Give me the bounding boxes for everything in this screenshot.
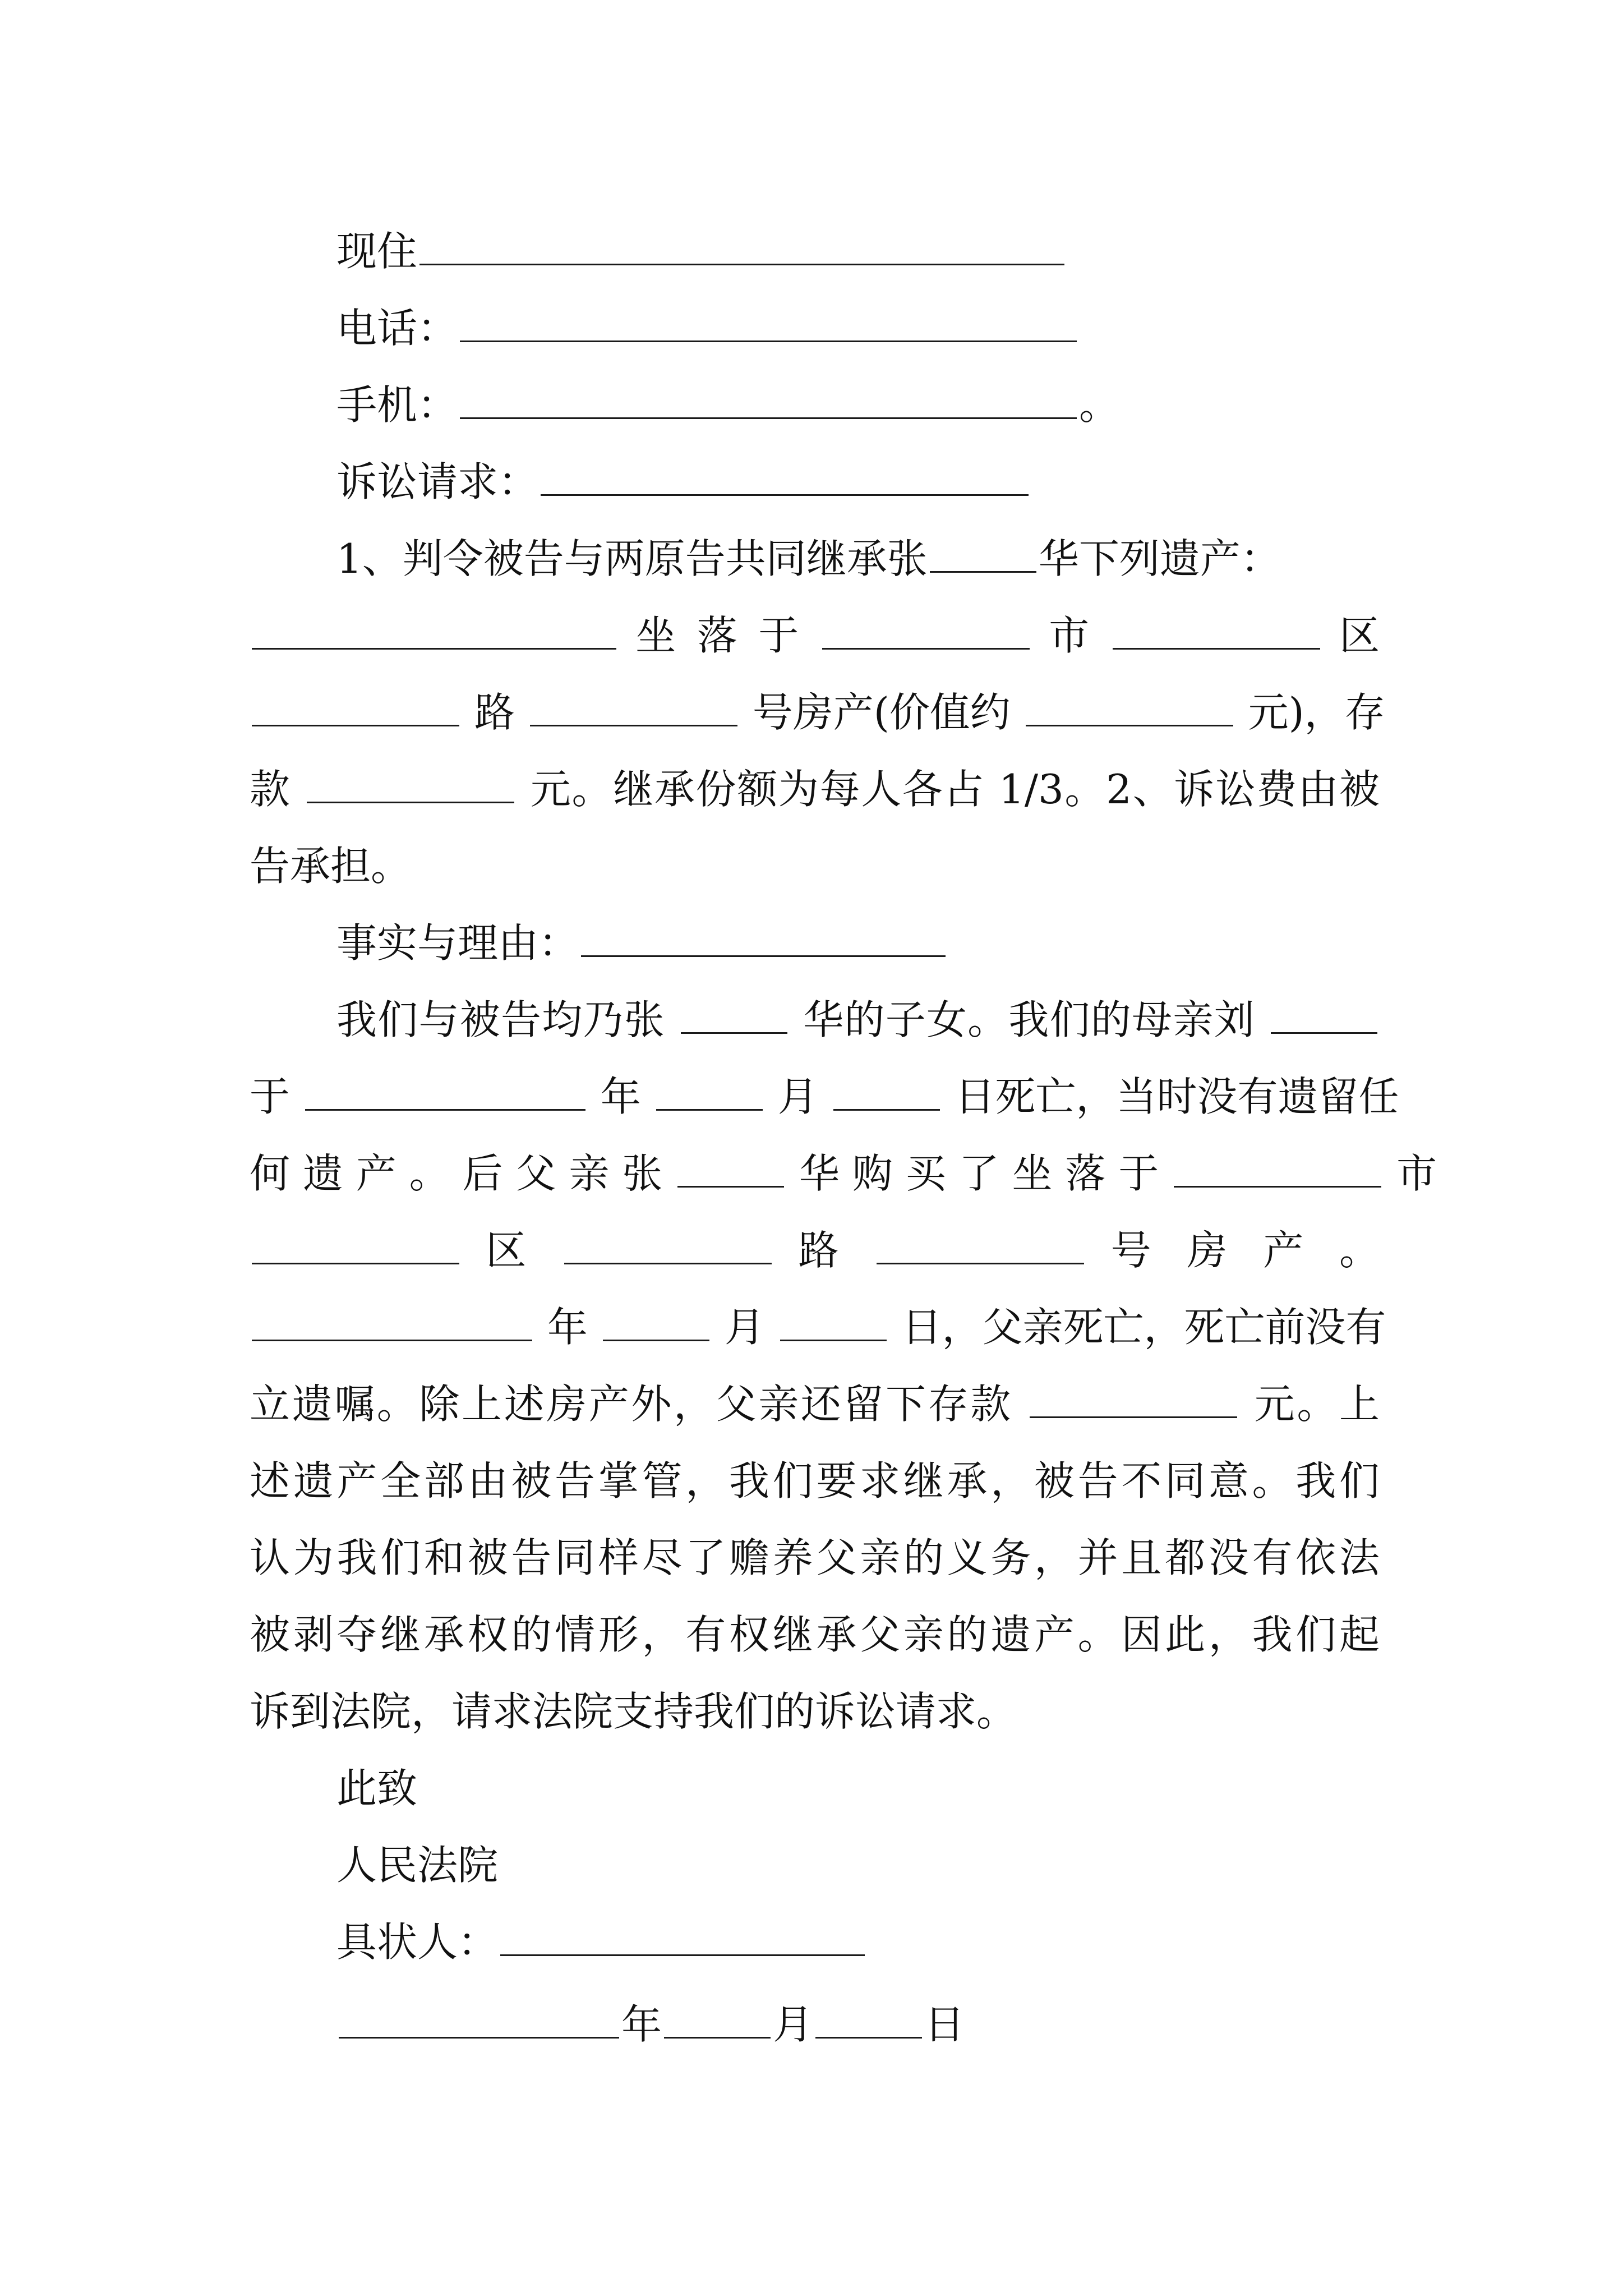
month-blank[interactable] <box>664 2036 771 2039</box>
month-blank[interactable] <box>603 1339 709 1341</box>
facts-heading-line <box>250 905 1380 982</box>
facts-line-9 <box>250 1596 1380 1673</box>
year-blank[interactable] <box>305 1108 585 1111</box>
month-blank[interactable] <box>656 1108 763 1111</box>
facts-line-1 <box>250 982 1380 1059</box>
claim-line-5 <box>250 828 1380 905</box>
facts-line-7 <box>250 1443 1380 1520</box>
month-label: 月 <box>773 2001 814 2048</box>
date-line <box>250 1986 1380 2063</box>
court-name: 人民法院 <box>336 1842 499 1889</box>
year-blank[interactable] <box>252 1339 532 1341</box>
facts-text: 年 <box>600 1073 641 1120</box>
mobile-end: 。 <box>1079 381 1120 429</box>
year-label: 年 <box>621 2001 662 2048</box>
district-blank[interactable] <box>1113 647 1320 650</box>
claim-text: 区 <box>1339 612 1380 659</box>
city-blank[interactable] <box>1174 1185 1381 1188</box>
phone-line <box>250 290 1380 367</box>
claim-line-3 <box>250 674 1385 751</box>
district-blank[interactable] <box>252 1262 459 1264</box>
house-number-blank[interactable] <box>877 1262 1084 1264</box>
year-blank[interactable] <box>339 2036 619 2039</box>
mobile-label: 手机： <box>336 381 458 429</box>
facts-line-2 <box>250 1059 1399 1135</box>
facts-text: 我们与被告均乃张 <box>336 996 665 1043</box>
signer-blank[interactable] <box>500 1954 865 1956</box>
salutation-line <box>250 1750 1380 1827</box>
address-line <box>250 213 1380 290</box>
facts-text: 月 <box>724 1304 765 1351</box>
claims-label: 诉讼请求： <box>336 458 539 505</box>
facts-line-6 <box>250 1366 1380 1443</box>
facts-line-4 <box>250 1212 1380 1289</box>
claims-blank[interactable] <box>541 494 1029 496</box>
claim-text: 路 <box>474 689 515 736</box>
facts-label: 事实与理由： <box>336 919 579 967</box>
claim-text: 华下列遗产： <box>1038 535 1281 582</box>
facts-text: 立遗嘱。除上述房产外，父亲还留下存款 <box>250 1381 1013 1428</box>
facts-line-10 <box>250 1673 1380 1750</box>
address-label: 现住 <box>336 228 418 275</box>
value-blank[interactable] <box>1026 724 1233 726</box>
facts-text: 元。上 <box>1254 1381 1380 1428</box>
facts-text: 被剥夺继承权的情形，有权继承父亲的遗产。因此，我们起 <box>250 1611 1380 1658</box>
facts-blank[interactable] <box>581 955 946 957</box>
facts-text: 号 房 产 。 <box>1110 1227 1380 1274</box>
claim-text: 市 <box>1049 612 1094 659</box>
facts-line-5 <box>250 1289 1386 1366</box>
facts-text: 述遗产全部由被告掌管，我们要求继承，被告不同意。我们 <box>250 1457 1380 1504</box>
deposit-blank[interactable] <box>1030 1416 1237 1418</box>
mobile-blank[interactable] <box>460 417 1077 419</box>
location-blank[interactable] <box>252 647 616 650</box>
city-blank[interactable] <box>822 647 1030 650</box>
facts-text: 市 <box>1396 1150 1437 1197</box>
house-number-blank[interactable] <box>530 724 737 726</box>
claim-text: 元。继承份额为每人各占 1/3。2、诉讼费由被 <box>530 766 1380 813</box>
day-blank[interactable] <box>815 2036 922 2039</box>
phone-blank[interactable] <box>460 340 1077 342</box>
day-blank[interactable] <box>780 1339 887 1341</box>
mobile-line <box>250 367 1380 444</box>
day-label: 日 <box>924 2001 965 2048</box>
document-body <box>250 213 1437 2063</box>
facts-text: 区 <box>486 1227 538 1274</box>
facts-text: 年 <box>547 1304 588 1351</box>
claim-text: 元)，存 <box>1248 689 1385 736</box>
name-blank[interactable] <box>677 1185 784 1188</box>
deposit-blank[interactable] <box>307 801 514 803</box>
address-blank[interactable] <box>419 263 1064 265</box>
day-blank[interactable] <box>833 1108 940 1111</box>
court-line <box>250 1827 1380 1904</box>
claim-line-2 <box>250 597 1380 674</box>
signer-label: 具状人： <box>336 1918 499 1966</box>
claim-line-4 <box>250 751 1380 828</box>
claim-text: 坐 落 于 <box>635 612 803 659</box>
road-blank[interactable] <box>252 724 459 726</box>
claims-heading-line <box>250 444 1380 521</box>
facts-text: 日，父亲死亡，死亡前没有 <box>901 1304 1386 1351</box>
road-blank[interactable] <box>564 1262 772 1264</box>
mother-name-blank[interactable] <box>1271 1032 1377 1034</box>
facts-text: 认为我们和被告同样尽了赡养父亲的义务，并且都没有依法 <box>250 1534 1380 1581</box>
signer-line <box>250 1904 1380 1981</box>
salutation: 此致 <box>336 1765 418 1812</box>
name-blank[interactable] <box>930 570 1036 573</box>
claim-text: 号房产(价值约 <box>752 689 1011 736</box>
facts-line-3 <box>250 1135 1437 1212</box>
facts-text: 华 购 买 了 坐 落 于 <box>799 1150 1159 1197</box>
claim-line-1 <box>250 521 1380 597</box>
facts-text: 诉到法院，请求法院支持我们的诉讼请求。 <box>250 1688 1017 1735</box>
facts-text: 华的子女。我们的母亲刘 <box>803 996 1255 1043</box>
facts-text: 于 <box>250 1073 291 1120</box>
phone-label: 电话： <box>336 305 458 352</box>
facts-text: 何 遗 产 。 后 父 亲 张 <box>250 1150 663 1197</box>
facts-text: 月 <box>777 1073 818 1120</box>
facts-text: 路 <box>798 1227 850 1274</box>
facts-text: 日死亡，当时没有遗留任 <box>955 1073 1399 1120</box>
claim-text: 款 <box>250 766 291 813</box>
claim-text: 1、判令被告与两原告共同继承张 <box>336 535 928 582</box>
facts-line-8 <box>250 1520 1380 1596</box>
name-blank[interactable] <box>681 1032 787 1034</box>
claim-text: 告承担。 <box>250 843 412 890</box>
